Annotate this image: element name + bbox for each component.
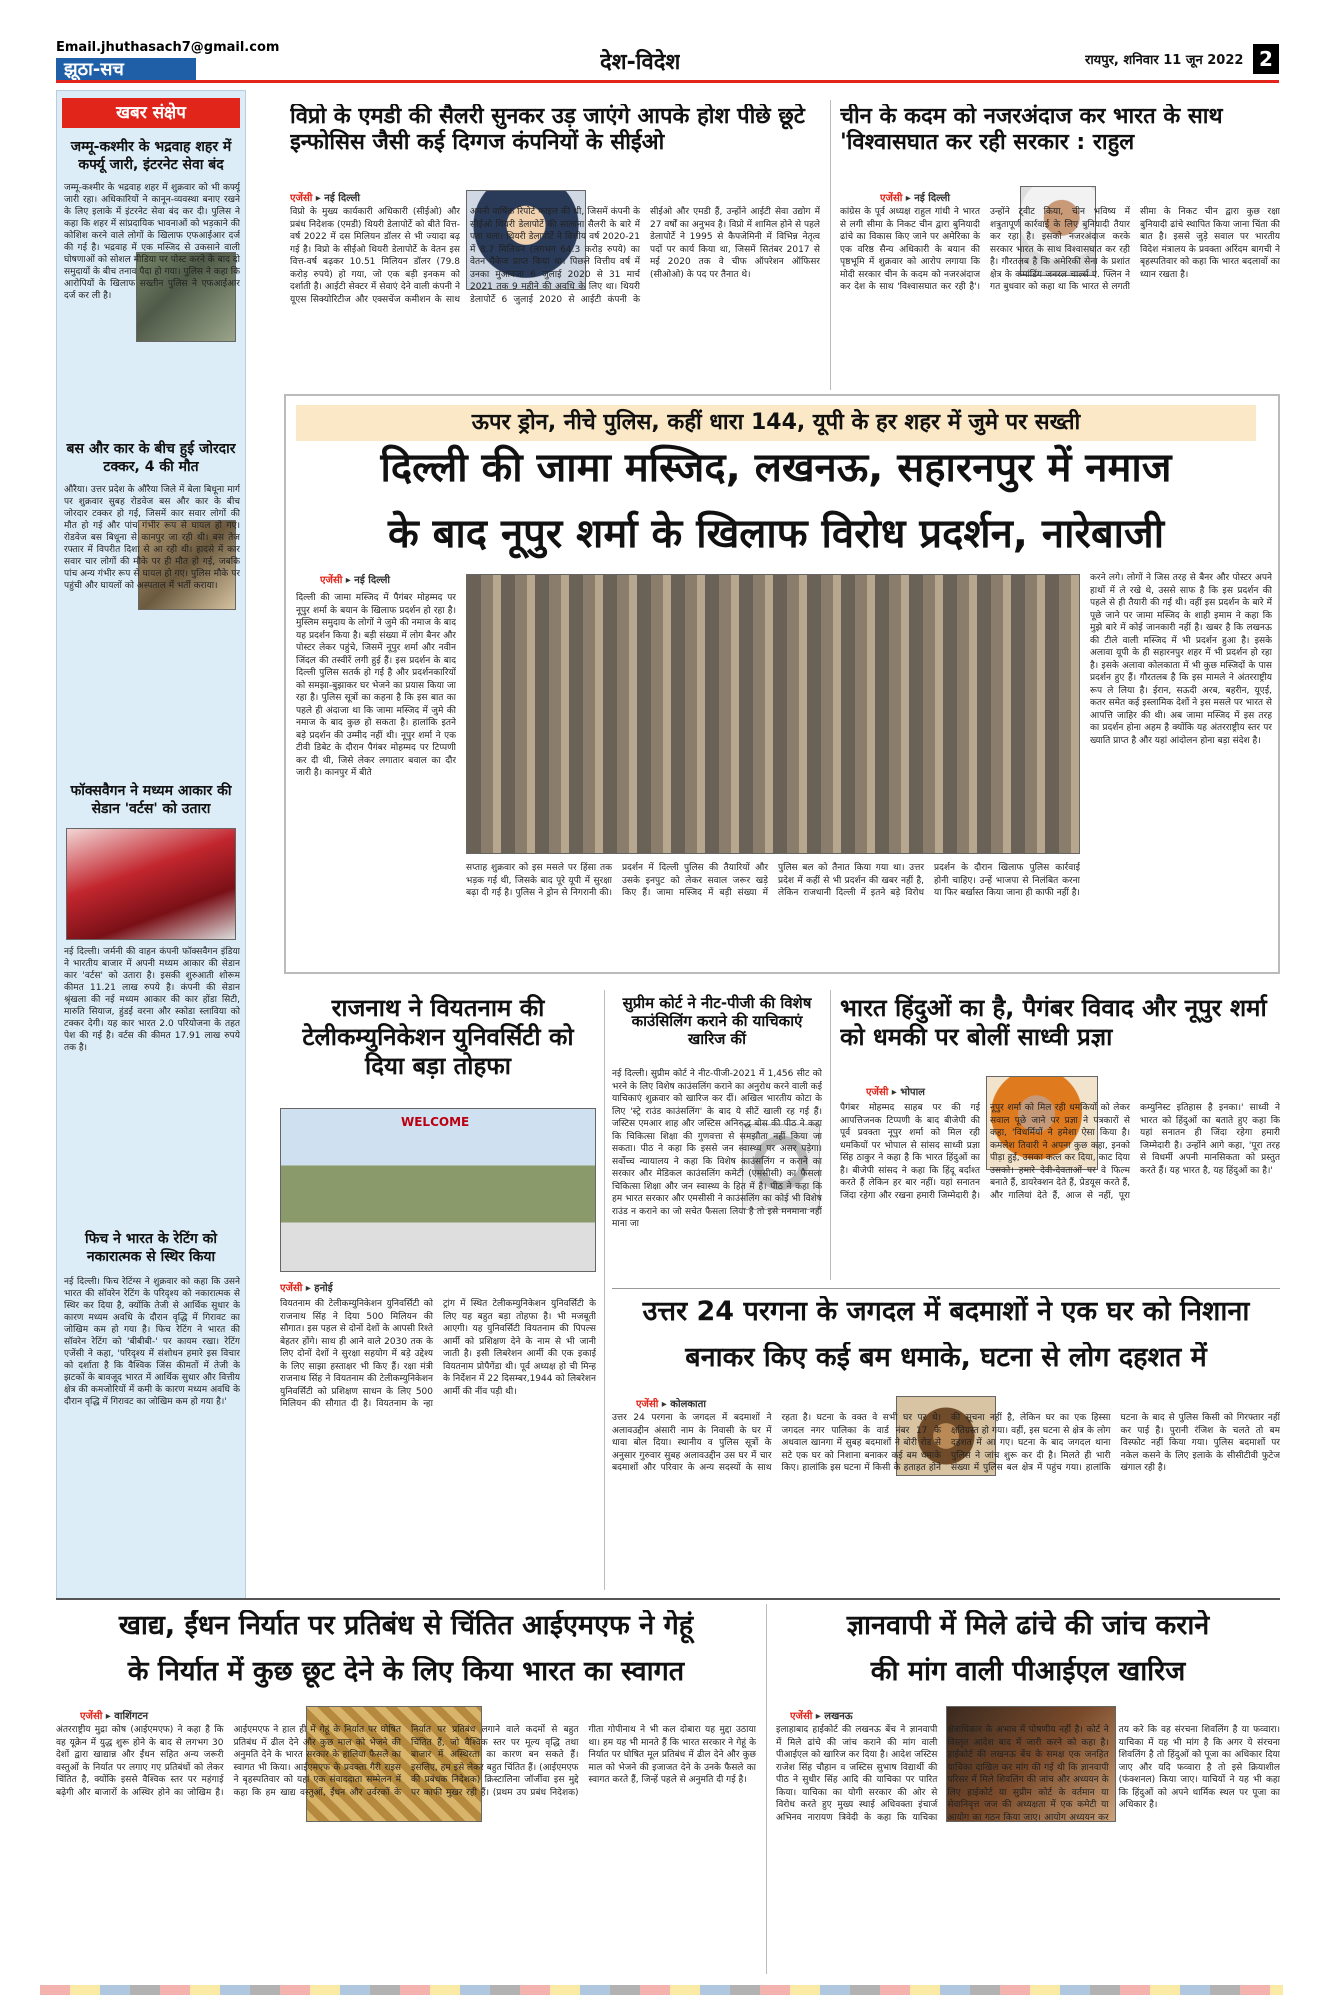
section-rule <box>56 1598 1280 1600</box>
masthead-rule <box>56 80 1279 83</box>
lead-body-bottom: सप्ताह शुक्रवार को इस मसले पर हिंसा तक भड़क गई थी, जिसके बाद पूरे यूपी में सुरक्षा बढ़ा दी गई है। पुलिस ने ड्रोन से निगरानी की। प्रदर्शन में दिल्ली पुलिस की तैयारियों और उसके इनपुट को लेकर सवाल जरूर खड़े किए हैं। जामा मस्जिद में बड़ी संख्या में पुलिस बल को तैनात किया गया था। उत्तर प्रदेश में कहीं से भी प्रदर्शन की खबर नहीं है, लेकिन राजधानी दिल्ली में इतने बड़े विरोध प्रदर्शन के दौरान खिलाफ पुलिस कार्रवाई होनी चाहिए। उन्हें भाजपा से निलंबित करना या फिर बर्खास्त किया जाना ही काफी नहीं है। <box>466 863 1080 898</box>
gyanvapi-headline-line2: की मांग वाली पीआईएल खारिज <box>870 1656 1186 1687</box>
brief-headline: जम्मू-कश्मीर के भद्रवाह शहर में कर्फ्यू जारी, इंटरनेट सेवा बंद <box>70 139 232 173</box>
gyanvapi-body: इलाहाबाद हाईकोर्ट की लखनऊ बेंच ने ज्ञानवापी में मिले ढांचे की जांच कराने की मांग वाली पीआईएल को खारिज कर दिया है। आदेश जस्टिस राजेश सिंह चौहान व जस्टिस सुभाष विद्यार्थी की पीठ ने सुधीर सिंह आदि की याचिका पर पारित किया। याचिका का योगी सरकार की ओर से विरोध करते हुए मुख्य स्थाई अधिवक्ता इंचार्ज अभिनव नारायण त्रिवेदी के कहा कि याचिका क्षेत्राधिकार के अभाव में पोषणीय नहीं है। कोर्ट ने विस्तृत आदेश बाद में जारी करने को कहा है। हाईकोर्ट की लखनऊ बेंच के समक्ष एक जनहित याचिका दाखिल कर मांग की गई थी कि ज्ञानवापी परिसर में मिले शिवलिंग की जांच और अध्ययन के लिए हाईकोर्ट या सुप्रीम कोर्ट के वर्तमान या सेवानिवृत्त जज की अध्यक्षता में एक कमेटी या आयोग का गठन किया जाए। आयोग अध्ययन कर तय करे कि वह संरचना शिवलिंग है या फव्वारा। याचिका में यह भी मांग है कि अगर ये संरचना शिवलिंग है तो हिंदुओं को पूजा का अधिकार दिया जाए और यदि फव्वारा है तो इसे क्रियाशील (फंक्शनल) किया जाए। याचियों ने यह भी कहा कि हिंदुओं को अपने धार्मिक स्थल पर पूजा का अधिकार है। <box>776 1725 1280 1823</box>
masthead-email: Email.jhuthasach7@gmail.com <box>56 40 280 55</box>
gyanvapi-headline-line1: ज्ञानवापी में मिले ढांचे की जांच कराने <box>846 1610 1210 1641</box>
column-rule <box>830 100 831 390</box>
imf-headline-line1: खाद्य, ईंधन निर्यात पर प्रतिबंध से चिंतित आईएमएफ ने गेहूं <box>118 1610 694 1641</box>
rajnath-headline: राजनाथ ने वियतनाम की टेलीकम्युनिकेशन युनिवर्सिटी को दिया बड़ा तोहफा <box>302 994 574 1080</box>
imf-headline-line2: के निर्यात में कुछ छूट देने के लिए किया भारत का स्वागत <box>127 1656 685 1687</box>
brief-text: जम्मू-कश्मीर के भद्रवाह शहर में शुक्रवार को भी कर्फ्यू जारी रहा। अधिकारियों ने कानून-व्यवस्था बनाए रखने के लिए इलाके में इंटरनेट सेवा बंद कर दी। पुलिस ने कहा कि शहर में सांप्रदायिक भावनाओं को भड़काने की कोशिश करने वाले लोगों के खिलाफ एफआईआर दर्ज की गई है। भद्रवाह में एक मस्जिद से उकसाने वाली घोषणाओं को सोशल मीडिया पर पोस्ट करने के बाद दो समुदायों के बीच तनाव पैदा हो गया। पुलिस ने कहा कि आरोपियों के खिलाफ सख्तीन पुलिस ने एफआईआर दर्ज कर ली है। <box>64 183 240 301</box>
section-rule <box>612 1288 1280 1289</box>
wipro-dateline: एजेंसी ▸ नई दिल्ली <box>290 193 361 204</box>
footer-color-bar <box>40 1985 1283 1995</box>
rahul-dateline: एजेंसी ▸ नई दिल्ली <box>880 193 951 204</box>
lead-protest-photo <box>466 574 1080 854</box>
neet-body: नई दिल्ली। सुप्रीम कोर्ट ने नीट-पीजी-2021 में 1,456 सीट को भरने के लिए विशेष काउंसलिंग कराने का अनुरोध करने वाली कई याचिकाएं शुक्रवार को खारिज कर दीं। अखिल भारतीय कोटा के लिए 'स्ट्रे राउंड काउंसलिंग' के बाद ये सीटें खाली रह गई हैं। जस्टिस एमआर शाह और जस्टिस अनिरुद्ध बोस की पीठ ने कहा कि चिकित्सा शिक्षा की गुणवत्ता से समझौता नहीं किया जा सकता। पीठ ने कहा कि इससे जन स्वास्थ्य पर असर पड़ेगा। सर्वोच्च न्यायालय ने कहा कि विशेष काउंसलिंग न कराने का सरकार और मेडिकल काउंसलिंग कमेटी (एमसीसी) का फैसला चिकित्सा शिक्षा और जन स्वास्थ्य के हित में है। पीठ ने कहा कि हम भारत सरकार और एमसीसी ने काउंसलिंग का कोई भी विशेष राउंड न कराने का जो सचेत फैसला लिया है तो इसे मनमाना नहीं माना जा <box>612 1069 822 1229</box>
rajnath-dateline: एजेंसी ▸ हनोई <box>280 1283 333 1294</box>
pragya-body: पैगंबर मोहम्मद साहब पर की गई आपत्तिजनक टिप्पणी के बाद बीजेपी की पूर्व प्रवक्ता नूपुर शर्मा को मिल रही धमकियों पर भोपाल से सांसद साध्वी प्रज्ञा सिंह ठाकुर ने कहा है कि भारत हिंदुओं का है। बीजेपी सांसद ने कहा कि हिंदू बर्दाश्त करते हैं लेकिन हर बार नहीं। यहां सनातन जिंदा रहेगा और रखना हमारी जिम्मेदारी है। नूपुर शर्मा को मिल रही धमकियों को लेकर सवाल पूछे जाने पर प्रज्ञा ने पत्रकारों से कहा, 'विधर्मियों ने हमेशा ऐसा किया है। कमलेश तिवारी ने अपना कुछ कहा, इनको पीड़ा हुई, उसका कत्ल कर दिया, काट दिया उसको। हमारे देवी-देवताओं पर वे फिल्म बनाते हैं, डायरेक्शन देते हैं, प्रेडयूस करते हैं, और गालियां देते हैं, आज से नहीं, पूरा कम्युनिस्ट इतिहास है इनका।' साध्वी ने भारत को हिंदुओं का बताते हुए कहा कि यहां सनातन ही जिंदा रहेगा हमारी जिम्मेदारी है। उन्होंने आगे कहा, 'पूरा तरह से विधर्मी अपनी मानसिकता को प्रस्तुत करते हैं। यह भारत है, यह हिंदुओं का है।' <box>840 1103 1280 1201</box>
rahul-body: कांग्रेस के पूर्व अध्यक्ष राहुल गांधी ने भारत से लगी सीमा के निकट चीन द्वारा बुनियादी ढांचे का विकास किए जाने पर अमेरिका के एक वरिष्ठ सैन्य अधिकारी के बयान की पृष्ठभूमि में शुक्रवार को आरोप लगाया कि मोदी सरकार चीन के कदम को नजरअंदाज कर देश के साथ 'विश्वासघात कर रही है'। उन्होंने ट्वीट किया, चीन भविष्य में शत्रुतापूर्ण कार्रवाई के लिए बुनियादी तैयार कर रहा है। इसको नजरअंदाज करके सरकार भारत के साथ विश्वासघात कर रही है। गौरतलब है कि अमेरिकी सेना के प्रशांत क्षेत्र के कमांडिंग जनरल चार्ल्स ए. फ्लिन ने गत बुधवार को कहा था कि भारत से लगती सीमा के निकट चीन द्वारा कुछ रक्षा बुनियादी ढांचे स्थापित किया जाना चिंता की बात है। इससे जुड़े सवाल पर भारतीय विदेश मंत्रालय के प्रवक्ता अरिंदम बागची ने बृहस्पतिवार को कहा कि भारत बदलावों का ध्यान रखता है। <box>840 207 1280 292</box>
brief-headline: फॉक्सवैगन ने मध्यम आकार की सेडान 'वर्टस' को उतारा <box>70 783 232 817</box>
page-number: 2 <box>1253 44 1279 74</box>
section-title: देश-विदेश <box>600 50 681 75</box>
lead-body-left: दिल्ली की जामा मस्जिद में पैगंबर मोहम्मद पर नूपुर शर्मा के बयान के खिलाफ प्रदर्शन हो रहा है। मुस्लिम समुदाय के लोगों ने जुमे की नमाज के बाद यह प्रदर्शन किया है। बड़ी संख्या में लोग बैनर और पोस्टर लेकर पहुंचे, जिसमें नूपुर शर्मा और नवीन जिंदल की तस्वीरें लगी हुई हैं। इस प्रदर्शन के बाद दिल्ली पुलिस सतर्क हो गई है और प्रदर्शनकारियों को समझा-बुझाकर घर भेजने का प्रयास किया जा रहा है। पुलिस सूत्रों का कहना है कि इस बात का पहले ही अंदाजा था कि जामा मस्जिद में जुमे की नमाज के बाद कुछ हो सकता है। हालांकि इतने बड़े प्रदर्शन की उम्मीद नहीं थी। नूपुर शर्मा ने एक टीवी डिबेट के दौरान पैगंबर मोहम्मद पर टिप्पणी कर दी थी, जिसे लेकर लगातार बवाल का दौर जारी है। कानपुर में बीते <box>296 593 456 778</box>
masthead-brand-logo: झूठा-सच <box>56 58 196 82</box>
lead-headline-line2: के बाद नूपुर शर्मा के खिलाफ विरोध प्रदर्शन, नारेबाजी <box>387 511 1165 557</box>
imf-body: अंतरराष्ट्रीय मुद्रा कोष (आईएमएफ) ने कहा है कि वह यूक्रेन में युद्ध शुरू होने के बाद से लगभग 30 देशों द्वारा खाद्यान्न और ईंधन सहित अन्य जरूरी वस्तुओं के निर्यात पर लगाए गए प्रतिबंधों को लेकर चिंतित है, क्योंकि इससे वैश्विक स्तर पर महंगाई बढ़ेगी और बाजारों के अस्थिर होने का जोखिम है। आईएमएफ ने हाल ही में गेहूं के निर्यात पर घोषित प्रतिबंध में ढील देने और कुछ माल को भेजने की अनुमति देने के भारत सरकार के हालिया फैसले का स्वागत भी किया। आईएमएफ के प्रवक्ता गैरी राइस ने बृहस्पतिवार को यहां एक संवाददाता सम्मेलन में कहा कि हम खाद्य वस्तुओं, ईंधन और उर्वरकों के निर्यात पर प्रतिबंध लगाने वाले कदमों से बहुत चिंतित हैं, जो वैश्विक स्तर पर मूल्य वृद्धि तथा बाजार में अस्थिरता का कारण बन सकते हैं। इसलिए, हम इसे लेकर बहुत चिंतित हैं। (आईएमएफ की प्रबंधक निदेशक) क्रिस्टालिना जॉर्जीवा इस मुद्दे पर काफी मुखर रही हैं। (प्रथम उप प्रबंध निदेशक) गीता गोपीनाथ ने भी कल दोबारा यह मुद्दा उठाया था। हम यह भी मानते हैं कि भारत सरकार ने गेहूं के निर्यात पर घोषित मूल प्रतिबंध में ढील देने और कुछ माल को भेजने की इजाजत देने के उनके फैसले का स्वागत करते हैं, जिन्हें पहले से अनुमति दी गई है। <box>56 1725 756 1798</box>
gyanvapi-dateline: एजेंसी ▸ लखनऊ <box>790 1711 853 1722</box>
lead-kicker: ऊपर ड्रोन, नीचे पुलिस, कहीं धारा 144, यूपी के हर शहर में जुमे पर सख्ती <box>296 405 1256 441</box>
lead-dateline: एजेंसी ▸ नई दिल्ली <box>320 575 391 586</box>
bomb-headline-line1: उत्तर 24 परगना के जगदल में बदमाशों ने एक घर को निशाना <box>642 1296 1250 1327</box>
wipro-body: विप्रो के मुख्य कार्यकारी अधिकारी (सीईओ) और प्रबंध निदेशक (एमडी) थियरी डेलापोर्टे को बीते वित्त-वर्ष 2022 में दस मिलियन डॉलर से भी ज्यादा बढ़ गई है। विप्रो के सीईओ थियरी डेलापोर्टे के वेतन इस वित्त-वर्ष बढ़कर 10.51 मिलियन डॉलर (79.8 करोड़ रुपये) हो गया, जो एक बड़ी इनकम को दर्शाती है। आईटी सेक्टर में सेवाएं देने वाली कंपनी ने यूएस सिक्योरिटीज और एक्सचेंज कमीशन के साथ अपनी वार्षिक रिपोर्ट फाइल की थी, जिसमें कंपनी के सीईओ थियरी डेलापोर्टे की सालाना सैलरी के बारे में पता चला। थियरी डेलापोर्टे ने वित्तीय वर्ष 2020-21 में 8.7 मिलियन (लगभग 64.3 करोड़ रुपये) का वेतन पैकेज प्राप्त किया था। पिछले वित्तीय वर्ष में उनका मुआवजा 6 जुलाई 2020 से 31 मार्च 2021 तक 9 महीने की अवधि के लिए था। थियरी डेलापोर्टे 6 जुलाई 2020 से आईटी कंपनी के सीईओ और एमडी हैं, उन्होंने आईटी सेवा उद्योग में 27 वर्षों का अनुभव है। विप्रो में शामिल होने से पहले डेलापोर्टे ने 1995 से कैपजेमिनी में विभिन्न नेतृत्व पदों पर कार्य किया था, जिसमें सितंबर 2017 से मई 2020 तक वे चीफ ऑपरेशन ऑफिसर (सीओओ) के पद पर तैनात थे। <box>290 207 820 305</box>
brief-text: नई दिल्ली। जर्मनी की वाहन कंपनी फॉक्सवैगन इंडिया ने भारतीय बाजार में अपनी मध्यम आकार की सेडान कार 'वर्टस' को उतारा है। इसकी शुरुआती शोरूम कीमत 11.21 लाख रुपये है। कंपनी की सेडान श्रृंखला की नई मध्यम आकार की कार होंडा सिटी, मारुति सियाज, हुंडई वरना और स्कोडा स्लाविया को टक्कर देगी। यह कार भारत 2.0 परियोजना के तहत पेश की गई है। वर्टस की कीमत 17.91 लाख रुपये तक है। <box>64 947 240 1053</box>
brief-text: औरैया। उत्तर प्रदेश के औरैया जिले में बेला बिधूना मार्ग पर शुक्रवार सुबह रोडवेज बस और कार के बीच जोरदार टक्कर हो गई, जिसमें कार सवार लोगों की मौत हो गई और पांच गंभीर रूप से घायल हो गए। रोडवेज बस बिधूना से कानपुर जा रही थी। बस तेज रफ्तार में विपरीत दिशा से आ रही थी। हादसे में कार सवार चार लोगों की मौके पर ही मौत हो गई, जबकि पांच अन्य गंभीर रूप से घायल हो गए। पुलिस मौके पर पहुंची और घायलों को अस्पताल में भर्ती कराया। <box>64 485 240 591</box>
bomb-headline-line2: बनाकर किए कई बम धमाके, घटना से लोग दहशत में <box>685 1342 1207 1373</box>
pragya-dateline: एजेंसी ▸ भोपाल <box>866 1087 925 1098</box>
imf-dateline: एजेंसी ▸ वाशिंगटन <box>80 1711 149 1722</box>
issue-date: रायपुर, शनिवार 11 जून 2022 <box>1085 53 1244 68</box>
pragya-headline: भारत हिंदुओं का है, पैगंबर विवाद और नूपुर शर्मा को धमकी पर बोलीं साध्वी प्रज्ञा <box>840 994 1267 1051</box>
rahul-headline: चीन के कदम को नजरअंदाज कर भारत के साथ 'विश्वासघात कर रही सरकार : राहुल <box>840 104 1223 156</box>
column-rule <box>830 990 831 1280</box>
rajnath-meeting-photo <box>280 1108 596 1272</box>
lead-headline-line1: दिल्ली की जामा मस्जिद, लखनऊ, सहारनपुर में नमाज <box>380 445 1172 491</box>
brief-photo-car <box>66 828 236 940</box>
neet-headline: सुप्रीम कोर्ट ने नीट-पीजी की विशेष काउंसिलिंग कराने की याचिकाएं खारिज कीं <box>622 994 812 1048</box>
bomb-dateline: एजेंसी ▸ कोलकाता <box>636 1399 706 1410</box>
lead-body-right: करने लगे। लोगों ने जिस तरह से बैनर और पोस्टर अपने हाथों में ले रखे थे, उससे साफ है कि इस प्रदर्शन की पहले से ही तैयारी की गई थी। वहीं इस प्रदर्शन के बारे में पूछे जाने पर जामा मस्जिद के शाही इमाम ने कहा कि मुझे बारे में कोई जानकारी नहीं है। खबर है कि लखनऊ की टीले वाली मस्जिद में भी प्रदर्शन हुआ है। इसके अलावा यूपी के ही सहारनपुर शहर में भी प्रदर्शन हो रहा है। इसके अलावा कोलकाता में भी कुछ मस्जिदों के पास प्रदर्शन हुए हैं। गौरतलब है कि इस मामले ने अंतरराष्ट्रीय रूप ले लिया है। ईरान, सऊदी अरब, बहरीन, यूएई, कतर समेत कई इस्लामिक देशों ने इस मसले पर भारत से आपत्ति जाहिर की थी। अब जामा मस्जिद में इस तरह का प्रदर्शन होना अहम है क्योंकि यह अंतरराष्ट्रीय स्तर पर ख्याति प्राप्त है और यहां आंदोलन होना बड़ा संदेश है। <box>1090 573 1272 746</box>
rajnath-body: वियतनाम की टेलीकम्युनिकेशन युनिवर्सिटी को राजनाथ सिंह ने दिया 500 मिलियन की सौगात। इस पहल से दोनों देशों के आपसी रिश्ते बेहतर होंगे। साथ ही आने वाले 2030 तक के लिए दोनों देशों ने सुरक्षा सहयोग में बड़े उद्देश्य के लिए साझा हस्ताक्षर भी किए हैं। रक्षा मंत्री राजनाथ सिंह ने वियतनाम की टेलीकम्युनिकेशन युनिवर्सिटी को प्रशिक्षण साधन के लिए 500 मिलियन की सौगात दी है। वियतनाम के न्हा ट्रांग में स्थित टेलीकम्युनिकेशन युनिवर्सिटी के लिए यह बहुत बड़ा तोहफा है। भी मजबूती आएगी। यह युनिवर्सिटी वियतनाम की पिपल्स आर्मी को प्रशिक्षण देने के नाम से भी जानी जाती है। इसी लिबरेशन आर्मी की एक इकाई वियतनाम प्रोपैगेंडा थी। पूर्व अध्यक्ष हो ची मिन्ह के निर्देशन में 22 दिसम्बर,1944 को लिबरेशन आर्मी की नींव पड़ी थी। <box>280 1299 596 1409</box>
brief-headline: फिच ने भारत के रेटिंग को नकारात्मक से स्थिर किया <box>84 1231 218 1265</box>
brief-text: नई दिल्ली। फिच रेटिंग्स ने शुक्रवार को कहा कि उसने भारत की सॉवरेन रेटिंग के परिदृश्य को नकारात्मक से स्थिर कर दिया है, क्योंकि तेजी से आर्थिक सुधार के कारण मध्यम अवधि के दौरान वृद्धि में गिरावट का जोखिम कम हो गया है। फिच रेटिंग ने भारत की सॉवरेन रेटिंग को 'बीबीबी-' पर कायम रखा। रेटिंग एजेंसी ने कहा, 'परिदृश्य में संशोधन हमारे इस विचार को दर्शाता है कि वैश्विक जिंस कीमतों में तेजी के झटकों के बावजूद भारत में आर्थिक सुधार और वित्तीय क्षेत्र की कमजोरियों में कमी के कारण मध्यम अवधि के दौरान वृद्धि में गिरावट का जोखिम कम हो गया है।' <box>64 1277 240 1407</box>
welcome-banner-text: WELCOME <box>401 1115 470 1129</box>
column-rule <box>766 1604 767 1974</box>
bomb-body: उत्तर 24 परगना के जगदल में बदमाशों ने अलावउद्दीन अंसारी नाम के निवासी के घर में धावा बोल दिया। स्थानीय व पुलिस सूत्रों के अनुसार गुरुवार सुबह अलावउद्दीन उस घर में चार बदमाशों और परिवार के अन्य सदस्यों के साथ रहता है। घटना के वक्त वे सभी घर पर थे। जगदल नगर पालिका के वार्ड नंबर 17 के अधवाल खानगा में सुबह बदमाशों ने बोरी रोड से सटे एक घर को निशाना बनाकर कई बम धमाके किए। हालांकि इस घटना में किसी के हताहत होने की सूचना नहीं है, लेकिन घर का एक हिस्सा क्षतिग्रस्त हो गया। वहीं, इस घटना से क्षेत्र के लोग दहशत में आ गए। घटना के बाद जगदल थाना पुलिस ने जांच शुरू कर दी है। मिलते ही भारी संख्या में पुलिस बल क्षेत्र में पहुंच गया। हालांकि घटना के बाद से पुलिस किसी को गिरफ्तार नहीं कर पाई है। पुरानी रंजिश के चलते तो बम विस्फोट नहीं किया गया। पुलिस बदमाशों पर नकेल कसने के लिए इलाके के सीसीटीवी फुटेज खंगाल रही है। <box>612 1413 1280 1473</box>
wipro-headline: विप्रो के एमडी की सैलरी सुनकर उड़ जाएंगे आपके होश पीछे छूटे इन्फोसिस जैसी कई दिग्गज कंपनियों के सीईओ <box>290 104 805 156</box>
brief-headline: बस और कार के बीच हुई जोरदार टक्कर, 4 की मौत <box>66 441 236 475</box>
column-rule <box>604 990 605 1590</box>
sidebar-title: खबर संक्षेप <box>62 98 240 128</box>
